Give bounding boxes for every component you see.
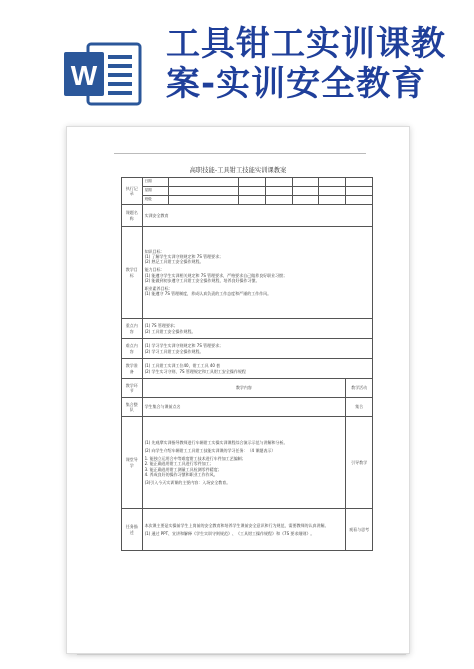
date-cell[interactable] <box>292 178 319 187</box>
task-activity: 观看与思考 <box>346 509 373 551</box>
process-header-activity: 教学活动 <box>346 379 373 398</box>
difficult-points-content <box>142 339 372 359</box>
header-rule <box>114 153 366 154</box>
weekday-cell[interactable] <box>346 187 373 196</box>
lesson-line: 4. 养成良好的操作习惯和职业工作作风。 <box>144 471 218 477</box>
class-cell[interactable] <box>265 196 292 205</box>
class-label: 班级 <box>142 196 169 205</box>
objective-heading: 职业素养目标： <box>144 285 173 291</box>
preparation-line: (2) 学生实习守则、7S 管理规定和工具钳工安全操作规程 <box>144 368 246 374</box>
class-cell[interactable] <box>319 196 346 205</box>
date-cell[interactable] <box>319 178 346 187</box>
word-document-icon <box>62 42 142 106</box>
lesson-line: 1. 能独立运用合中等难度钳工技术进行车件加工艺编制； <box>144 456 246 462</box>
gather-activity: 集合 <box>346 398 373 417</box>
lesson-line: 2. 能正确选用钳工工具进行零件加工； <box>144 461 214 467</box>
preparation-label: 教学准备 <box>122 359 143 379</box>
date-cell[interactable] <box>346 178 373 187</box>
difficult-points-label: 难点内容 <box>122 339 143 359</box>
document-page[interactable] <box>66 126 410 654</box>
date-cell[interactable] <box>239 178 266 187</box>
lesson-line: (1) 先观摩实训指导教师进行车辆钳工实操实训课程综合演示示范与讲解和分析。 <box>144 439 288 445</box>
date-cell[interactable] <box>169 178 239 187</box>
process-header-stage: 教学环节 <box>122 379 143 398</box>
task-label: 任务描述 <box>122 509 143 551</box>
objective-line: (1) 了解学生实训守则规定和 7S 管理要求； <box>144 253 224 259</box>
objective-line: (2) 能做到初步遵守工具钳工安全操作规程，培养良好操作习惯。 <box>144 277 260 283</box>
task-line: 本次课主要是实操前学生上岗前的安全教育和培养学生课前安全意识和行为规范，需要教师的认真讲解。 <box>144 522 329 528</box>
word-logo-letter: W <box>70 60 98 91</box>
weekday-cell[interactable] <box>292 187 319 196</box>
objectives-label: 教学目标 <box>122 227 143 319</box>
lesson-line: 3. 能正确选用钳工测量工具检测零件精度； <box>144 466 222 472</box>
date-cell[interactable] <box>265 178 292 187</box>
key-points-content <box>142 319 372 339</box>
preparation-content <box>142 359 372 379</box>
banner-title-line-2: 案-实训安全教育 <box>166 64 427 104</box>
objectives-content <box>142 227 372 319</box>
lesson-label: 课堂导学 <box>122 417 143 509</box>
objective-line: (1) 能遵守学生实训相关规定和 7S 管理要求，严格要求自己做养良好职业习惯； <box>144 272 288 278</box>
topic-value: 实训安全教育 <box>142 205 372 227</box>
class-cell[interactable] <box>239 196 266 205</box>
lesson-line: (3)引入今天实训课的主要内容：入场安全教育。 <box>144 480 231 485</box>
class-cell[interactable] <box>169 196 239 205</box>
difficult-point-line: (2) 学习工具钳工安全操作规程。 <box>144 348 204 354</box>
key-point-line: (1) 7S 管理要求； <box>144 323 178 329</box>
weekday-cell[interactable] <box>169 187 239 196</box>
objective-heading: 能力目标： <box>144 267 165 273</box>
topic-label: 课题名称 <box>122 205 143 227</box>
task-line: (1) 通过 PPT、宣讲和解释《学生实训守则规范》、《工具钳工操作规程》和《7S 要求细则》。 <box>144 531 315 536</box>
class-cell[interactable] <box>292 196 319 205</box>
key-point-line: (2) 工具钳工安全操作规程。 <box>144 328 196 334</box>
difficult-point-line: (1) 学习学生实训守则规定和 7S 管理要求； <box>144 343 224 349</box>
weekday-label: 星期 <box>142 187 169 196</box>
preparation-line: (1) 工具钳工实训工位40，钳工工具 40 套 <box>144 363 221 369</box>
document-title: 高职技能-工具钳工技能实训课教案 <box>189 167 287 174</box>
weekday-cell[interactable] <box>319 187 346 196</box>
class-cell[interactable] <box>346 196 373 205</box>
date-label: 日期 <box>142 178 169 187</box>
objective-heading: 知识目标： <box>144 248 165 254</box>
lesson-line: (2) 向学生介绍车辆钳工工具钳工技能实训课的学习任务：（4 课题表示） <box>144 447 276 453</box>
lesson-activity: 引导教学 <box>346 417 373 509</box>
key-points-label: 重点内容 <box>122 319 143 339</box>
weekday-cell[interactable] <box>239 187 266 196</box>
gather-label: 集合整队 <box>122 398 143 417</box>
gather-content: 学生集合与课前点名 <box>142 398 346 417</box>
objective-line: (2) 熟记工具钳工安全操作规程。 <box>144 259 204 265</box>
task-content <box>142 509 346 551</box>
weekday-cell[interactable] <box>265 187 292 196</box>
lesson-plan-table <box>121 177 373 551</box>
exec-record-label: 执行记录 <box>122 178 143 205</box>
banner-title-line-1: 工具钳工实训课教 <box>166 24 446 64</box>
lesson-content <box>142 417 346 509</box>
process-header-content: 教学内容 <box>142 379 346 398</box>
objective-line: (1) 能遵守 7S 管理制度，养成认真负责的工作态度和严谨的工作作风。 <box>144 291 272 297</box>
